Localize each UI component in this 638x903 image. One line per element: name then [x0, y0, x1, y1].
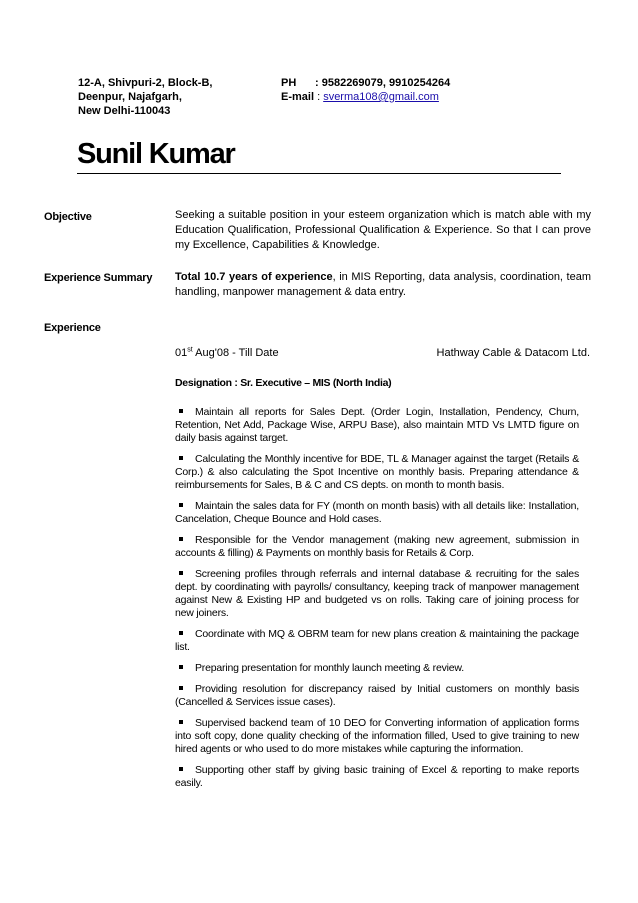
experience-heading: Experience	[44, 322, 101, 334]
email-label: E-mail	[281, 91, 315, 103]
bullet-icon	[179, 686, 183, 690]
bullet-icon	[179, 631, 183, 635]
bullet-icon	[179, 456, 183, 460]
duty-text: Calculating the Monthly incentive for BDE, TL & Manager against the target (Retails & Corp.) & also calculating the Spot Incentive on monthly basis. Preparing attendance & reimbursements for Sales, B & C and CS depts. on month to month basis.	[175, 453, 579, 491]
summary-rest: , in MIS Reporting, data analysis, coordination, team handling, manpower management & data entry.	[175, 271, 591, 298]
summary-highlight: Total 10.7 years of experience	[175, 271, 333, 283]
duty-text: Providing resolution for discrepancy raised by Initial customers on monthly basis (Cancelled & Services issue cases).	[175, 683, 579, 708]
duty-item	[175, 662, 579, 675]
objective-heading: Objective	[44, 211, 92, 223]
duty-item	[175, 453, 579, 492]
bullet-icon	[179, 571, 183, 575]
name-underline	[77, 173, 561, 174]
date-rest: Aug'08 - Till Date	[192, 347, 279, 359]
duty-text: Responsible for the Vendor management (making new agreement, submission in accounts & filling) & Payments on monthly basis for Retails & Corp.	[175, 534, 579, 559]
email-separator: :	[314, 91, 324, 103]
objective-text: Seeking a suitable position in your esteem organization which is match able with my Education Qualification, Professional Qualification & Experience. So that I can prove my Excellence, Capabilities & Knowledge.	[175, 209, 591, 251]
employment-date	[175, 347, 279, 359]
duty-item	[175, 500, 579, 526]
duty-text: Preparing presentation for monthly launch meeting & review.	[195, 662, 464, 674]
contact-block	[281, 76, 450, 104]
email-link[interactable]: sverma108@gmail.com	[323, 91, 439, 103]
duty-text: Coordinate with MQ & OBRM team for new plans creation & maintaining the package list.	[175, 628, 579, 653]
duty-item	[175, 568, 579, 620]
bullet-icon	[179, 665, 183, 669]
duty-item	[175, 406, 579, 445]
bullet-icon	[179, 503, 183, 507]
date-suffix: st	[187, 346, 193, 354]
address-line: Deenpur, Najafgarh,	[78, 91, 182, 103]
duty-text: Maintain all reports for Sales Dept. (Order Login, Installation, Pendency, Churn, Retention, Net Add, Package Wise, ARPU Base), also maintain MTD Vs LMTD figure on daily basis against target.	[175, 406, 579, 444]
duty-text: Maintain the sales data for FY (month on month basis) with all details like: Installation, Cancelation, Cheque Bounce and Hold cases.	[175, 500, 579, 525]
phone-value: : 9582269079, 9910254264	[315, 77, 451, 89]
address-line: 12-A, Shivpuri-2, Block-B,	[78, 77, 213, 89]
bullet-icon	[179, 537, 183, 541]
duty-text: Supervised backend team of 10 DEO for Converting information of application forms into soft copy, done quality checking of the information filled, Used to give training to new hired agents or who used to do more mistakes while capturing the information.	[175, 717, 579, 755]
bullet-icon	[179, 409, 183, 413]
date-day: 01	[175, 347, 188, 359]
experience-summary-heading: Experience Summary	[44, 272, 153, 284]
duty-text: Screening profiles through referrals and internal database & recruiting for the sales dept. by coordinating with payrolls/ consultancy, keeping track of manpower management against New & Existing HP and budgeted vs on rolls. Taking care of joining process for new joiners.	[175, 568, 579, 619]
candidate-name: Sunil Kumar	[77, 138, 235, 170]
duties-list	[175, 406, 579, 798]
duty-item	[175, 717, 579, 756]
company-name: Hathway Cable & Datacom Ltd.	[436, 347, 590, 359]
experience-summary-text	[175, 270, 591, 300]
duty-item	[175, 764, 579, 790]
employment-row	[175, 346, 590, 360]
duty-item	[175, 534, 579, 560]
duty-text: Supporting other staff by giving basic training of Excel & reporting to make reports easily.	[175, 764, 579, 789]
email-row	[281, 90, 450, 104]
designation: Designation : Sr. Executive – MIS (North India)	[175, 377, 392, 389]
duty-item	[175, 683, 579, 709]
phone-label: PH	[281, 77, 297, 89]
duty-item	[175, 628, 579, 654]
address-line: New Delhi-110043	[78, 105, 171, 117]
address-block	[78, 76, 212, 118]
bullet-icon	[179, 720, 183, 724]
bullet-icon	[179, 767, 183, 771]
phone-row	[281, 76, 450, 90]
